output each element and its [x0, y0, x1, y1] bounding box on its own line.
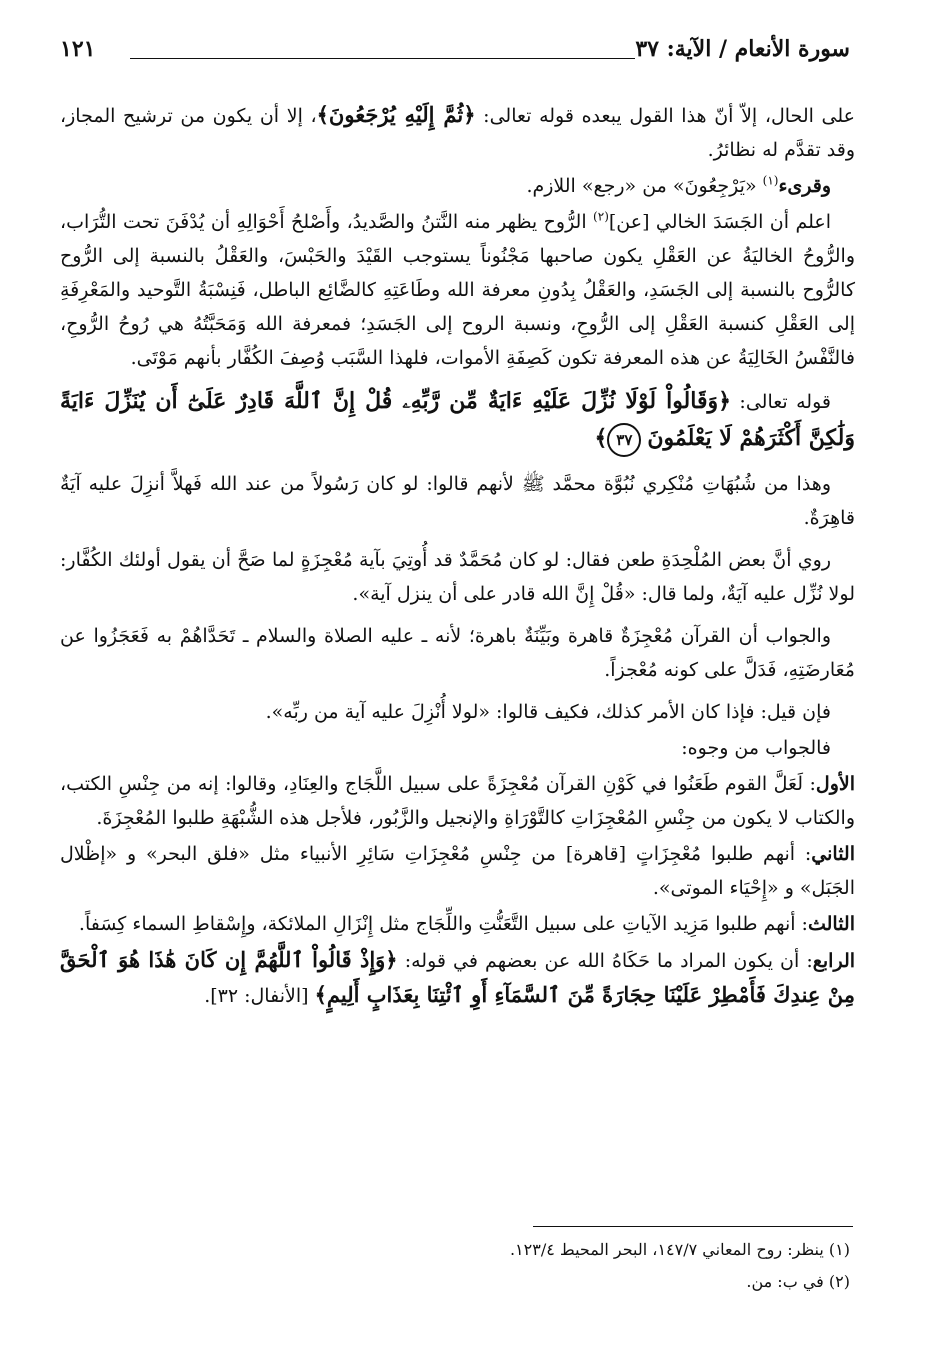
surah-title: سورة الأنعام / الآية: ٣٧: [635, 36, 850, 62]
footnote-rule: [533, 1226, 853, 1227]
commentary-4: فإن قيل: فإذا كان الأمر كذلك، فكيف قالوا: «لولا أُنْزِلَ عليه آية من ربِّه».: [265, 701, 831, 723]
verse-close-bracket: ﴾: [594, 425, 608, 451]
paragraph-1: [60, 98, 855, 167]
verse-block: [60, 383, 855, 457]
quran-quote-anfal: ﴿وَإِذْ قَالُواْ ٱللَّهُمَّ إِن كَانَ هَٰذَا هُوَ ٱلْحَقَّ مِنْ عِندِكَ فَأَمْطِرْ عَلَيْنَا حِجَارَةً مِّنَ ٱلسَّمَآءِ أَوِ ٱئْتِنَا بِعَذَابٍ أَلِيمٍ﴾: [60, 947, 855, 1007]
footnote-ref-1: (١): [762, 173, 779, 188]
verse-intro: قوله تعالى:: [731, 391, 831, 413]
answer-fourth: [60, 943, 855, 1013]
paragraph-1-text-a: على الحال، إلاّ أنّ هذا القول يبعده قوله تعالى:: [475, 105, 855, 127]
verse-text: ﴿وَقَالُواْ لَوْلَا نُزِّلَ عَلَيْهِ ءَايَةٌ مِّن رَّبِّهِۦ قُلْ إِنَّ ٱللَّهَ قَادِرٌ عَلَىٰٓ أَن يُنَزِّلَ ءَايَةً وَلَٰكِنَّ أَكْثَرَهُمْ لَا يَعْلَمُونَ: [60, 388, 855, 451]
paragraph-1-text-b: ، إلا أن يكون من ترشيح المجاز، وقد تقدَّم له نظائرُ.: [60, 105, 855, 161]
answer-second-lead: الثاني: [811, 843, 855, 865]
answer-third-lead: الثالث: [807, 913, 855, 935]
footnotes: [60, 1234, 850, 1298]
qiraah-lead: وقرىء: [778, 175, 831, 197]
quran-quote-1: ﴿ثُمَّ إِلَيْهِ يُرْجَعُونَ﴾: [316, 102, 476, 127]
page-body: [60, 98, 855, 1015]
answer-fourth-text-a: : أن يكون المراد ما حَكَاهُ الله عن بعضهم في قوله:: [397, 950, 813, 972]
running-header: [60, 28, 850, 72]
commentary-1: وهذا من شُبُهَاتِ مُنْكِري نُبُوَّة محمَّد ﷺ لأنهم قالوا: لو كان رَسُولاً من عند الله فَهلاَّ أنزِلَ عليه آيَةٌ قاهِرَةٌ.: [60, 473, 855, 529]
footnote-1: (١) ينظر: روح المعاني ١٤٧/٧، البحر المحيط ١٢٣/٤.: [509, 1240, 850, 1259]
paragraph-2: [60, 169, 855, 203]
paragraph-3-text-b: الرُّوح يظهر منه النَّتنُ والصَّديدُ، وأَصْلحُ أَحْوَالِهِ أن يُدْفَنَ تحت التُّرَاب، والرُّوحُ الخاليَةُ عن العَقْلِ يكون صاحبها مَجْنُوناً يستوجب القَيْدَ والحَبْسَ، والعَقْلُ بالنسبة إلى الرُّوح كالرُّوح بالنسبة إلى الجَسَدِ، والعَقْلُ بِدُونِ معرفة الله وطَاعَتِهِ كالضَّائِع الباطل، فَنِسْبَةُ التَّوحيد والمَعْرِفَةِ إلى العَقْلِ كنسبة العَقْلِ إلى الرُّوحِ، ونسبة الروح إلى الجَسَدِ؛ فمعرفة الله وَمَحَبَّتُهُ هي رُوحُ الرُّوحِ، فالنَّفْسُ الخَالِيَةُ عن هذه المعرفة تكون كَصِفَةِ الأموات، فلهذا السَّبَب وُصِفَ الكُفَّار بأنهم مَوْتَى.: [60, 211, 855, 369]
answer-third: [60, 907, 855, 941]
answer-second-text: : أنهم طلبوا مُعْجِزَاتٍ [قاهرة] من جِنْسِ مُعْجِزَاتِ سَائِرِ الأنبياء مثل «فلق البحر» و «إظْلال الجَبَل» و «إِحْيَاء الموتى».: [60, 843, 855, 899]
answer-fourth-text-b: [الأنفال: ٣٢].: [204, 985, 315, 1007]
commentary-3: والجواب أن القرآن مُعْجِزَةٌ قاهرة وبَيِّنَةٌ باهرة؛ لأنه ـ عليه الصلاة والسلام ـ تَحَدَّاهُمْ به فَعَجَزُوا عن مُعَارضَتِهِ، فَدَلَّ على كونه مُعْجزاً.: [60, 625, 855, 681]
header-rule: [130, 58, 635, 59]
footnote-2: (٢) في ب: من.: [746, 1272, 850, 1291]
answer-first: [60, 767, 855, 835]
footnote-ref-2: (٢): [593, 209, 609, 224]
answer-second: [60, 837, 855, 905]
answer-first-text: : لَعَلَّ القوم طَعَنُوا في كَوْنِ القرآن مُعْجِزَةً على سبيل اللَّجَاج والعِنَادِ، وقالوا: إنه من جِنْسِ الكتب، والكتاب لا يكون من جِنْسِ المُعْجِزَاتِ كالتَّوْرَاةِ والإنجيل والزَّبُور، فلأجل هذه الشُّبْهَةِ طلبوا المُعْجِزَةَ.: [60, 773, 855, 829]
commentary-5: فالجواب من وجوه:: [681, 737, 831, 759]
paragraph-3: [60, 205, 855, 375]
page-number: ١٢١: [60, 36, 96, 62]
paragraph-2-text: «يَرْجِعُونَ» من «رجع» اللازم.: [526, 175, 763, 197]
paragraph-3-text-a: اعلم أن الجَسَدَ الخالي [عن]: [608, 211, 831, 233]
answer-first-lead: الأول: [815, 773, 855, 795]
answer-third-text: : أنهم طلبوا مَزِيد الآياتِ على سبيل التَّعَنُّتِ واللِّجَاج مثل إِنْزَالِ الملائكة، وإِسْقاطِ السماء كِسَفاً.: [78, 913, 808, 935]
ayah-number-marker: ٣٧: [607, 423, 641, 457]
answer-fourth-lead: الرابع: [812, 950, 856, 972]
commentary-2: روي أنَّ بعض المُلْحِدَةِ طعن فقال: لو كان مُحَمَّدٌ قد أُوتِيَ بآية مُعْجِزَةٍ لما صَحَّ أن يقول أولئك الكُفَّار: لولا نُزِّل عليه آيَةٌ، ولما قال: «قُلْ إِنَّ الله قادر على أن ينزل آية».: [60, 549, 855, 605]
